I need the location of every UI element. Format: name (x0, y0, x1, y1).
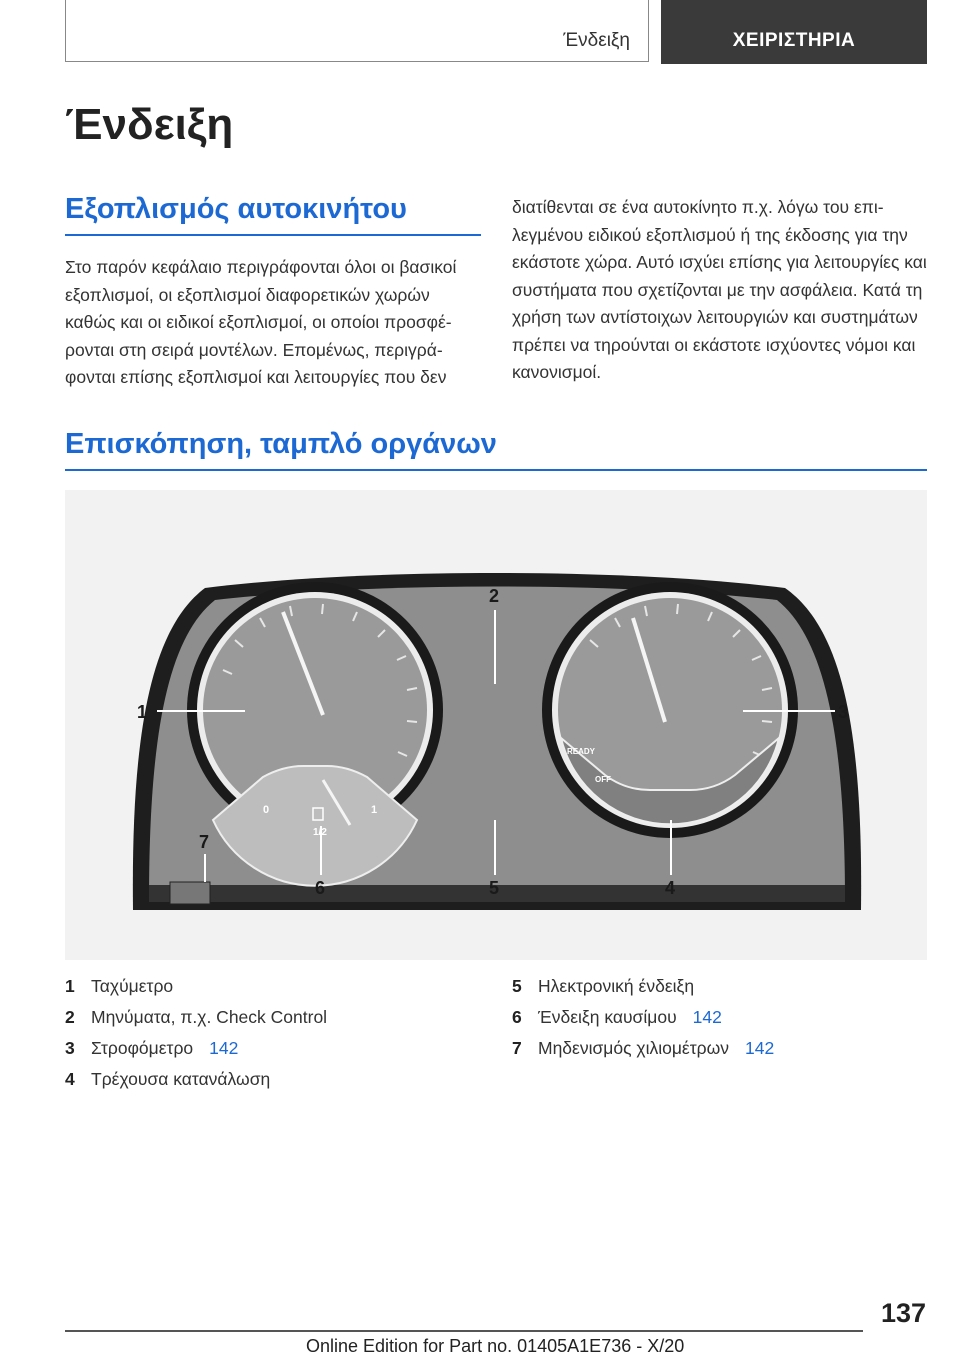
callout-7: 7 (199, 832, 210, 852)
legend-text: Μηνύματα, π.χ. Check Control (91, 1007, 328, 1027)
legend-item (512, 971, 774, 1002)
instrument-cluster-figure (65, 490, 927, 960)
section-heading-equipment: Εξοπλισμός αυτοκινήτου (65, 193, 407, 225)
legend-text: Ταχύμετρο (91, 976, 174, 996)
header-section-label: Ένδειξη (563, 30, 630, 51)
legend-item (65, 1002, 327, 1033)
legend-number: 2 (65, 1007, 75, 1027)
fuel-gauge-zero-label: 0 (263, 804, 270, 816)
legend-number: 4 (65, 1069, 75, 1089)
off-label: OFF (595, 775, 611, 784)
legend-number: 1 (65, 976, 75, 996)
legend-text: Ηλεκτρονική ένδειξη (538, 976, 695, 996)
legend-text: Ένδειξη καυσίμου (538, 1007, 677, 1027)
callout-4: 4 (665, 878, 676, 898)
fuel-gauge-one-label: 1 (371, 804, 378, 816)
legend-item (65, 971, 327, 1002)
page-reference-link[interactable]: 142 (692, 1007, 722, 1027)
legend-number: 3 (65, 1038, 75, 1058)
callout-3: 3 (838, 702, 849, 722)
header-section-tab (65, 0, 649, 62)
legend-text: Στροφόμετρο (91, 1038, 194, 1058)
legend-number: 6 (512, 1007, 522, 1027)
callout-6: 6 (315, 878, 326, 898)
page-reference-link[interactable]: 142 (209, 1038, 239, 1058)
page-header (65, 0, 927, 64)
section-rule (65, 469, 927, 471)
page-number: 137 (880, 1298, 926, 1328)
legend-text: Μηδενισμός χιλιομέτρων (538, 1038, 730, 1058)
legend-number: 5 (512, 976, 522, 996)
footer-edition-text: Online Edition for Part no. 01405A1E736 - X/20 (306, 1336, 685, 1356)
legend-text: Τρέχουσα κατανάλωση (91, 1069, 271, 1089)
section-rule (65, 234, 481, 236)
page-title: Ένδειξη (65, 100, 234, 149)
legend-column-1 (65, 971, 327, 1095)
header-chapter-label: ΧΕΙΡΙΣΤΗΡΙΑ (732, 30, 856, 51)
legend-item (512, 1002, 774, 1033)
header-chapter-tab (661, 0, 927, 64)
body-text-column-2: διατίθενται σε ένα αυτοκίνητο π.χ. λόγω του επιλεγμένου ειδικού εξοπλισμού ή της έκδοσης για την εκάστοτε χώρα. Αυτό ισχύει επίσης για λειτουργίες και συστήματα που σχετίζονται με την ασφάλεια. Κατά τη χρήση των αντίστοιχων λειτουργιών και συστημάτων πρέπει να τηρούνται οι εκάστοτε ισχύοντες νόμοι και κανονισμοί. (512, 197, 927, 382)
body-text-column-1: Στο παρόν κεφάλαιο περιγράφονται όλοι οι βασικοί εξοπλισμοί, οι εξοπλισμοί διαφορετικών χωρών καθώς και οι ειδικοί εξοπλισμοί, οι οποίοι προσφέρονται στη σειρά μοντέλων. Επομένως, περιγράφονται επίσης εξοπλισμοί και λειτουργίες που δεν (65, 257, 457, 387)
footer-rule (65, 1330, 863, 1332)
legend-number: 7 (512, 1038, 522, 1058)
section-heading-overview: Επισκόπηση, ταμπλό οργάνων (65, 428, 497, 460)
legend-item (65, 1064, 327, 1095)
page-reference-link[interactable]: 142 (745, 1038, 775, 1058)
legend-item (65, 1033, 327, 1064)
fuel-gauge-half-label: 1/2 (313, 827, 327, 838)
callout-1: 1 (137, 702, 148, 722)
legend-item (512, 1033, 774, 1064)
legend-column-2 (512, 971, 774, 1064)
callout-5: 5 (489, 878, 500, 898)
callout-2: 2 (489, 586, 500, 606)
ready-label: READY (567, 747, 596, 756)
instrument-cluster-illustration (65, 490, 927, 960)
